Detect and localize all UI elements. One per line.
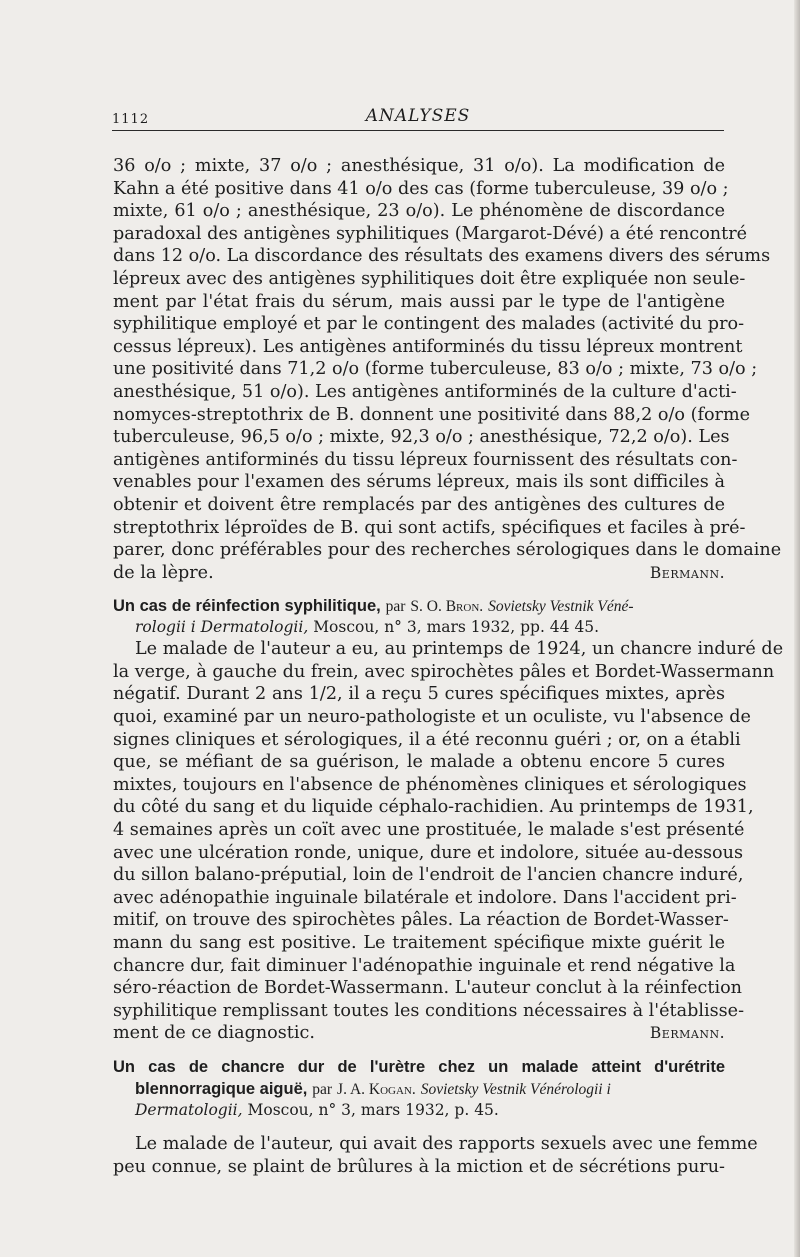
article-title-cont: blennorragique aiguë,	[135, 1079, 308, 1098]
text-line: tuberculeuse, 96,5 o/o ; mixte, 92,3 o/o ; anesthésique, 72,2 o/o). Les	[113, 427, 730, 448]
page-edge-shadow	[794, 0, 800, 1257]
article-title: Un cas de chancre dur de l'urètre chez un malade atteint d'urétrite	[113, 1057, 725, 1076]
article-heading	[113, 595, 725, 617]
article-author: S. O. Bron.	[410, 598, 484, 616]
text-line: 36 o/o ; mixte, 37 o/o ; anesthésique, 31 o/o). La modification de	[113, 156, 725, 176]
text-line: avec adénopathie inguinale bilatérale et indolore. Dans l'accident pri-	[113, 887, 737, 908]
text-line: parer, donc préférables pour des recherches sérologiques dans le domaine	[113, 540, 782, 561]
text-line: syphilitique remplissant toutes les conditions nécessaires à l'établisse-	[113, 1000, 745, 1021]
text-line: une positivité dans 71,2 o/o (forme tuberculeuse, 83 o/o ; mixte, 73 o/o ;	[113, 359, 758, 380]
text-line: nomyces-streptothrix de B. donnent une positivité dans 88,2 o/o (forme	[113, 404, 751, 425]
text-line: dans 12 o/o. La discordance des résultats des examens divers des sérums	[113, 246, 771, 267]
text-line: streptothrix léproïdes de B. qui sont actifs, spécifiques et faciles à pré-	[113, 517, 746, 538]
article-source	[113, 1100, 725, 1121]
last-line-text: ment de ce diagnostic.	[113, 1023, 315, 1044]
text-line: syphilitique employé et par le contingent des malades (activité du pro-	[113, 314, 745, 335]
text-line: que, se méfiant de sa guérison, le malade a obtenu encore 5 cures	[113, 752, 725, 773]
article-title: Un cas de réinfection syphilitique,	[113, 597, 381, 616]
running-header	[112, 106, 724, 131]
article-3	[113, 1045, 758, 1178]
article-source	[113, 617, 725, 638]
article-author: J. A. Kogan.	[337, 1080, 416, 1098]
text-line: quoi, examiné par un neuro-pathologiste et un oculiste, vu l'absence de	[113, 707, 751, 728]
text-line: signes cliniques et sérologiques, il a été reconnu guéri ; or, on a établi	[113, 729, 741, 750]
text-line: paradoxal des antigènes syphilitiques (Margarot-Dévé) a été rencontré	[113, 223, 748, 244]
text-line: Le malade de l'auteur, qui avait des rapports sexuels avec une femme	[135, 1133, 758, 1154]
running-title: ANALYSES	[365, 106, 471, 126]
article-heading-cont	[113, 1078, 725, 1100]
journal-name: Sovietsky Vestnik Véné-	[488, 598, 634, 616]
author-signature: Bermann.	[649, 563, 725, 582]
text-line: négatif. Durant 2 ans 1/2, il a reçu 5 cures spécifiques mixtes, après	[113, 684, 725, 705]
text-line: peu connue, se plaint de brûlures à la miction et de sécrétions puru-	[113, 1156, 725, 1177]
text-line: chancre dur, fait diminuer l'adénopathie inguinale et rend négative la	[113, 955, 736, 976]
text-line: antigènes antiforminés du tissu lépreux fournissent des résultats con-	[113, 449, 738, 470]
text-line: lépreux avec des antigènes syphilitiques doit être expliquée non seule-	[113, 268, 746, 289]
text-line: anesthésique, 51 o/o). Les antigènes antiforminés de la culture d'acti-	[113, 381, 737, 402]
text-line: 4 semaines après un coït avec une prostituée, le malade s'est présenté	[113, 820, 745, 841]
journal-name-cont: rologii i Dermatologii,	[135, 618, 309, 637]
text-line: séro-réaction de Bordet-Wassermann. L'auteur conclut à la réinfection	[113, 978, 743, 999]
journal-name: Sovietsky Vestnik Vénérologii i	[420, 1080, 611, 1098]
source-details: Moscou, n° 3, mars 1932, p. 45.	[247, 1100, 499, 1119]
source-details: Moscou, n° 3, mars 1932, pp. 44 45.	[313, 618, 600, 637]
text-line-last	[113, 562, 725, 585]
page-number: 1112	[112, 112, 150, 127]
byline-par: par	[312, 1080, 333, 1098]
text-line: Kahn a été positive dans 41 o/o des cas (forme tuberculeuse, 39 o/o ;	[113, 178, 729, 199]
text-line: avec une ulcération ronde, unique, dure et indolore, située au-dessous	[113, 842, 744, 863]
page-body	[113, 155, 784, 1178]
text-line: ment par l'état frais du sérum, mais aussi par le type de l'antigène	[113, 291, 725, 312]
text-line: obtenir et doivent être remplacés par des antigènes des cultures de	[113, 494, 725, 515]
journal-name-cont: Dermatologii,	[135, 1100, 243, 1119]
text-line: mitif, on trouve des spirochètes pâles. La réaction de Bordet-Wasser-	[113, 910, 729, 931]
text-line: mixtes, toujours en l'absence de phénomènes cliniques et sérologiques	[113, 774, 747, 795]
text-line: du côté du sang et du liquide céphalo-rachidien. Au printemps de 1931,	[113, 797, 754, 818]
text-line: mixte, 61 o/o ; anesthésique, 23 o/o). Le phénomène de discordance	[113, 201, 725, 222]
text-line: venables pour l'examen des sérums lépreux, mais ils sont difficiles à	[113, 472, 725, 493]
text-line: mann du sang est positive. Le traitement spécifique mixte guérit le	[113, 933, 725, 953]
text-line: cessus lépreux). Les antigènes antiforminés du tissu lépreux montrent	[113, 336, 743, 357]
article-2	[113, 584, 784, 1045]
text-line-last	[113, 1022, 725, 1045]
byline-par: par	[385, 598, 406, 616]
author-signature: Bermann.	[649, 1024, 725, 1043]
text-line: Le malade de l'auteur a eu, au printemps de 1924, un chancre induré de	[135, 639, 784, 660]
article-1	[113, 155, 782, 584]
last-line-text: de la lèpre.	[113, 562, 214, 583]
text-line: du sillon balano-préputial, loin de l'endroit de l'ancien chancre induré,	[113, 865, 744, 886]
text-line: la verge, à gauche du frein, avec spirochètes pâles et Bordet-Wassermann	[113, 661, 775, 682]
